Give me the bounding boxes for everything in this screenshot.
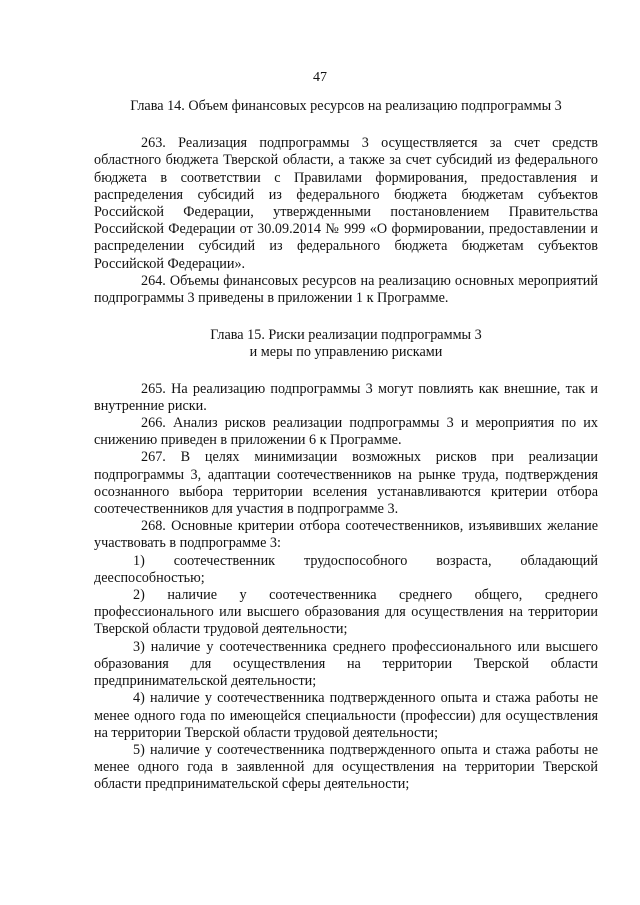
paragraph-264: 264. Объемы финансовых ресурсов на реализацию основных мероприятий подпрограммы 3 приведены в приложении 1 к Программе. <box>94 272 598 307</box>
criterion-4: 4) наличие у соотечественника подтвержденного опыта и стажа работы не менее одного года по имеющейся специальности (профессии) для осуществления на территории Тверской области трудовой деятельности; <box>94 690 598 741</box>
criterion-5: 5) наличие у соотечественника подтвержденного опыта и стажа работы не менее одного года в заявленной для осуществления на территории Тверской области предпринимательской сферы деятельности; <box>94 741 598 793</box>
paragraph-265: 265. На реализацию подпрограммы 3 могут повлиять как внешние, так и внутренние риски. <box>94 380 598 414</box>
paragraph-267: 267. В целях минимизации возможных рисков при реализации подпрограммы 3, адаптации соотечественников на рынке труда, подтверждения осознанного выбора территории вселения устанавливаются критерии отбора соотечественников для участия в подпрограмме 3. <box>94 449 598 518</box>
chapter-15-title-line2: и меры по управлению рисками <box>249 344 443 361</box>
criterion-1: 1) соотечественник трудоспособного возраста, обладающий дееспособностью; <box>94 552 598 586</box>
chapter-14-title: Глава 14. Объем финансовых ресурсов на реализацию подпрограммы 3 <box>130 98 562 114</box>
page-number: 47 <box>313 70 327 85</box>
criterion-2: 2) наличие у соотечественника среднего общего, среднего профессионального или высшего образования для осуществления на территории Тверской области трудовой деятельности; <box>94 587 598 638</box>
document-body <box>94 98 598 794</box>
criterion-3: 3) наличие у соотечественника среднего профессионального или высшего образования для осуществления на территории Тверской области предпринимательской деятельности; <box>94 638 598 690</box>
paragraph-268: 268. Основные критерии отбора соотечественников, изъявивших желание участвовать в подпрограмме 3: <box>94 518 598 552</box>
paragraph-266: 266. Анализ рисков реализации подпрограммы 3 и мероприятия по их снижению приведен в приложении 6 к Программе. <box>94 415 598 449</box>
chapter-14-heading <box>94 98 598 115</box>
chapter-15-heading <box>94 327 598 361</box>
paragraph-263: 263. Реализация подпрограммы 3 осуществляется за счет средств областного бюджета Тверской области, а также за счет субсидий из федерального бюджета в соответствии с Правилами формирования, предоставления и распределения субсидий из федерального бюджета бюджетам субъектов Российской Федерации, утвержденными постановлением Правительства Российской Федерации от 30.09.2014 № 999 «О формировании, предоставлении и распределении субсидий из федерального бюджета бюджетам субъектов Российской Федерации». <box>94 135 598 272</box>
chapter-15-title-line1: Глава 15. Риски реализации подпрограммы 3 <box>210 327 482 344</box>
